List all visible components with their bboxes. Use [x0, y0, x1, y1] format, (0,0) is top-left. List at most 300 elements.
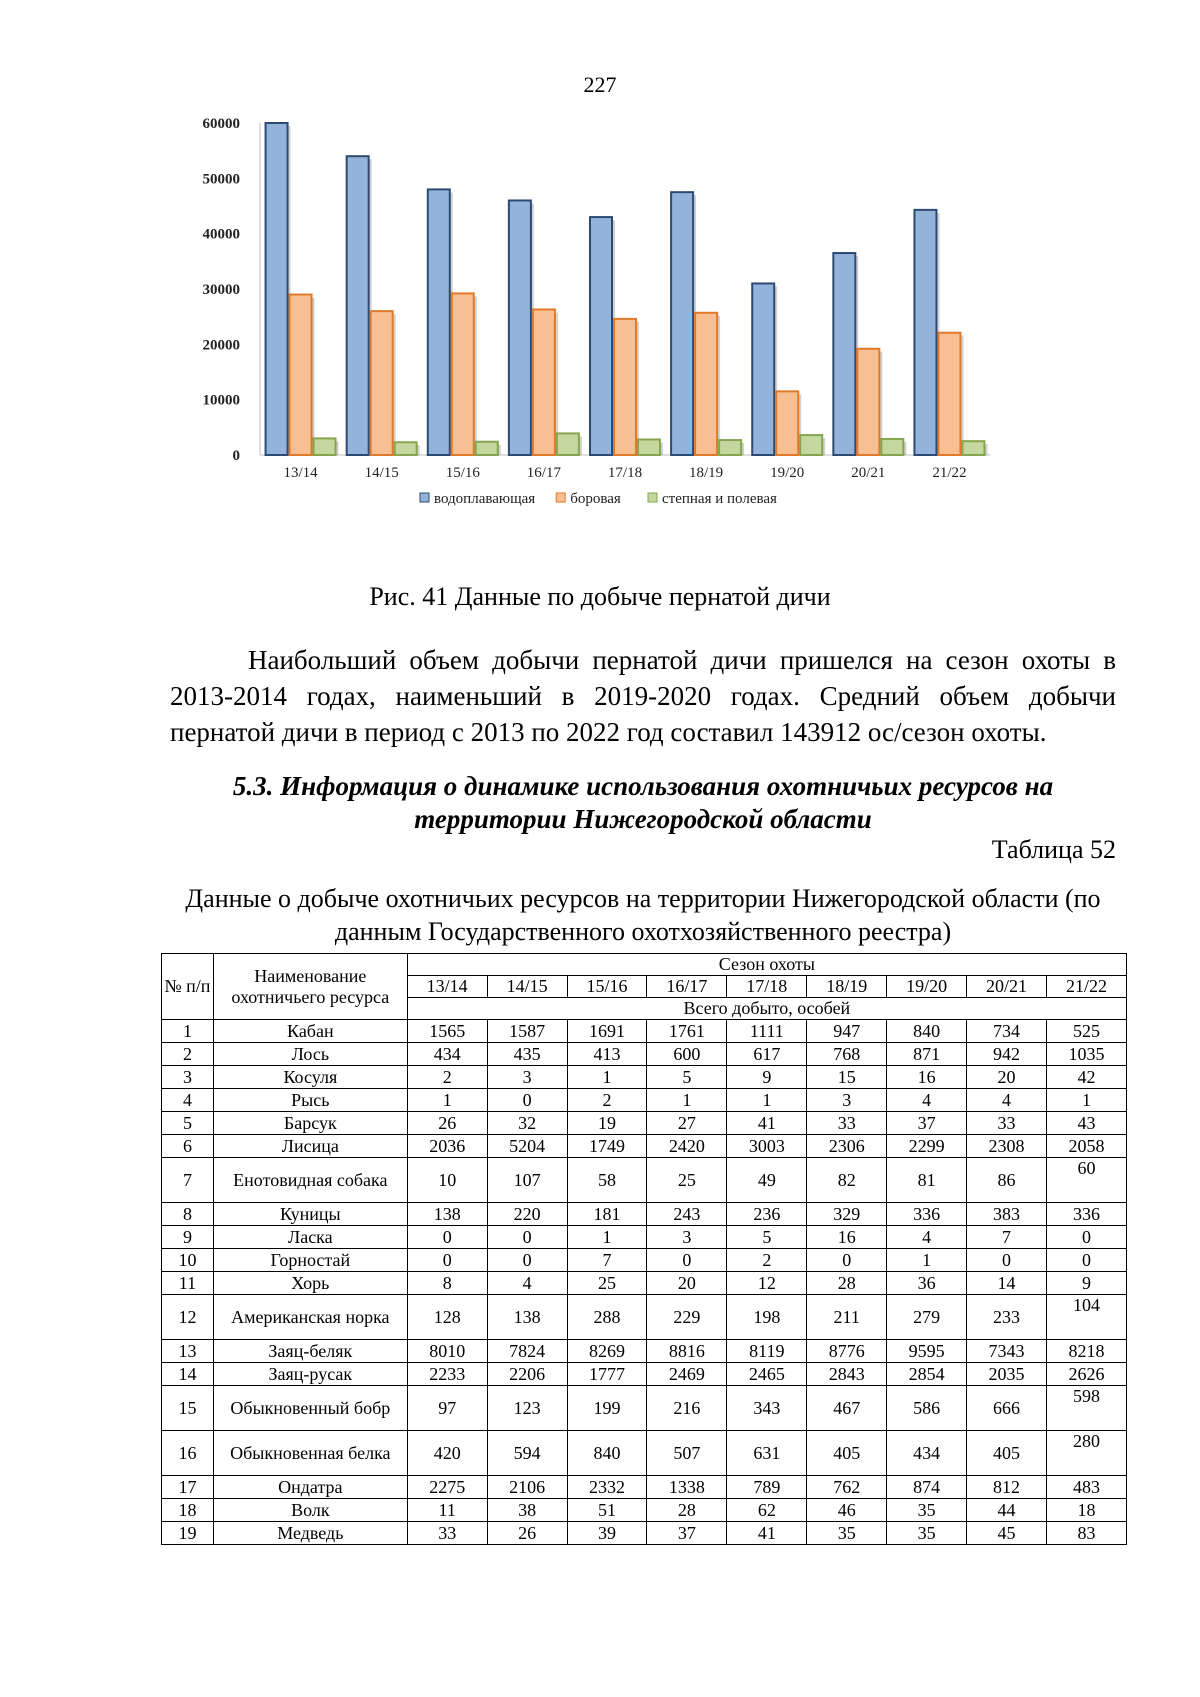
- bar: [719, 440, 741, 455]
- harvest-value: 49: [727, 1158, 807, 1203]
- resource-name: Енотовидная собака: [213, 1158, 407, 1203]
- harvest-value: 8218: [1046, 1340, 1126, 1363]
- row-number: 6: [162, 1135, 214, 1158]
- table-row: [162, 1363, 1127, 1386]
- harvest-value: 280: [1046, 1431, 1126, 1476]
- harvest-value: 8776: [807, 1340, 887, 1363]
- harvest-value: 216: [647, 1386, 727, 1431]
- harvest-value: 45: [967, 1522, 1047, 1545]
- row-number: 9: [162, 1226, 214, 1249]
- harvest-value: 2854: [887, 1363, 967, 1386]
- bar: [800, 435, 822, 455]
- resource-name: Рысь: [213, 1089, 407, 1112]
- legend-label: водоплавающая: [434, 491, 536, 507]
- season-col-header: 16/17: [647, 976, 727, 998]
- harvest-value: 598: [1046, 1386, 1126, 1431]
- resource-name: Лисица: [213, 1135, 407, 1158]
- harvest-value: 2626: [1046, 1363, 1126, 1386]
- harvest-value: 525: [1046, 1020, 1126, 1043]
- harvest-value: 288: [567, 1295, 647, 1340]
- y-tick-label: 10000: [202, 392, 240, 409]
- harvest-value: 2332: [567, 1476, 647, 1499]
- harvest-value: 0: [407, 1249, 487, 1272]
- row-number: 19: [162, 1522, 214, 1545]
- col-name-header: Наименование охотничьего ресурса: [213, 954, 407, 1020]
- harvest-value: 336: [887, 1203, 967, 1226]
- harvest-value: 1338: [647, 1476, 727, 1499]
- resource-name: Куницы: [213, 1203, 407, 1226]
- harvest-value: 734: [967, 1020, 1047, 1043]
- harvest-value: 229: [647, 1295, 727, 1340]
- harvest-value: 586: [887, 1386, 967, 1431]
- harvest-value: 594: [487, 1431, 567, 1476]
- row-number: 1: [162, 1020, 214, 1043]
- bar: [395, 442, 417, 455]
- row-number: 10: [162, 1249, 214, 1272]
- harvest-value: 2843: [807, 1363, 887, 1386]
- harvest-value: 128: [407, 1295, 487, 1340]
- table-row: [162, 1226, 1127, 1249]
- season-col-header: 15/16: [567, 976, 647, 998]
- x-tick-label: 20/21: [851, 465, 886, 481]
- bar-chart: [200, 118, 1090, 568]
- bar: [557, 433, 579, 455]
- harvest-value: 8010: [407, 1340, 487, 1363]
- harvest-value: 405: [807, 1431, 887, 1476]
- harvest-value: 4: [887, 1089, 967, 1112]
- harvest-value: 36: [887, 1272, 967, 1295]
- table-row: [162, 1020, 1127, 1043]
- bar-chart-svg: [200, 118, 1090, 568]
- harvest-value: 840: [567, 1431, 647, 1476]
- harvest-value: 35: [887, 1499, 967, 1522]
- table-row: [162, 1043, 1127, 1066]
- harvest-value: 33: [407, 1522, 487, 1545]
- harvest-value: 2: [727, 1249, 807, 1272]
- row-number: 15: [162, 1386, 214, 1431]
- bar: [428, 189, 450, 455]
- harvest-value: 9595: [887, 1340, 967, 1363]
- resource-name: Хорь: [213, 1272, 407, 1295]
- harvest-value: 138: [407, 1203, 487, 1226]
- harvest-value: 1035: [1046, 1043, 1126, 1066]
- harvest-value: 0: [487, 1089, 567, 1112]
- harvest-value: 5: [727, 1226, 807, 1249]
- row-number: 16: [162, 1431, 214, 1476]
- harvest-value: 2058: [1046, 1135, 1126, 1158]
- table-row: [162, 1089, 1127, 1112]
- harvest-value: 37: [887, 1112, 967, 1135]
- y-tick-label: 50000: [202, 171, 240, 188]
- bar: [638, 440, 660, 455]
- bar: [509, 200, 531, 455]
- harvest-value: 104: [1046, 1295, 1126, 1340]
- row-number: 18: [162, 1499, 214, 1522]
- table-row: [162, 1066, 1127, 1089]
- harvest-value: 236: [727, 1203, 807, 1226]
- harvest-value: 199: [567, 1386, 647, 1431]
- harvest-value: 0: [967, 1249, 1047, 1272]
- harvest-value: 507: [647, 1431, 727, 1476]
- harvest-value: 3: [647, 1226, 727, 1249]
- harvest-value: 26: [487, 1522, 567, 1545]
- y-tick-label: 30000: [202, 282, 240, 298]
- resource-name: Американская норка: [213, 1295, 407, 1340]
- harvest-value: 343: [727, 1386, 807, 1431]
- harvest-value: 43: [1046, 1112, 1126, 1135]
- resource-name: Ласка: [213, 1226, 407, 1249]
- harvest-value: 0: [407, 1226, 487, 1249]
- legend-swatch: [648, 493, 657, 502]
- harvest-value: 1587: [487, 1020, 567, 1043]
- harvest-value: 336: [1046, 1203, 1126, 1226]
- table-row: [162, 1431, 1127, 1476]
- bar: [290, 295, 312, 455]
- y-tick-label: 40000: [202, 226, 240, 243]
- bar: [590, 217, 612, 455]
- bar: [614, 319, 636, 455]
- harvest-value: 18: [1046, 1499, 1126, 1522]
- table-row: [162, 1249, 1127, 1272]
- harvest-value: 220: [487, 1203, 567, 1226]
- harvest-value: 434: [407, 1043, 487, 1066]
- harvest-value: 9: [727, 1066, 807, 1089]
- harvest-value: 1761: [647, 1020, 727, 1043]
- harvest-value: 233: [967, 1295, 1047, 1340]
- harvest-value: 25: [567, 1272, 647, 1295]
- harvest-value: 7: [967, 1226, 1047, 1249]
- row-number: 14: [162, 1363, 214, 1386]
- harvest-value: 3: [487, 1066, 567, 1089]
- harvest-value: 2420: [647, 1135, 727, 1158]
- bar: [914, 210, 936, 455]
- table-row: [162, 1522, 1127, 1545]
- harvest-value: 37: [647, 1522, 727, 1545]
- harvest-value: 2036: [407, 1135, 487, 1158]
- harvest-value: 1: [1046, 1089, 1126, 1112]
- bar: [752, 283, 774, 455]
- harvest-value: 2306: [807, 1135, 887, 1158]
- harvest-value: 8: [407, 1272, 487, 1295]
- harvest-value: 383: [967, 1203, 1047, 1226]
- harvest-value: 25: [647, 1158, 727, 1203]
- harvest-value: 434: [887, 1431, 967, 1476]
- bar: [962, 441, 984, 455]
- bar: [314, 438, 336, 455]
- table-row: [162, 1499, 1127, 1522]
- harvest-value: 20: [647, 1272, 727, 1295]
- table-row: [162, 1476, 1127, 1499]
- harvest-value: 33: [967, 1112, 1047, 1135]
- table-caption: Данные о добыче охотничьих ресурсов на территории Нижегородской области (по данным Государственного охотхозяйственного реестра): [185, 884, 1101, 946]
- harvest-value: 7824: [487, 1340, 567, 1363]
- resource-name: Барсук: [213, 1112, 407, 1135]
- harvest-value: 42: [1046, 1066, 1126, 1089]
- x-tick-label: 19/20: [770, 465, 805, 481]
- x-tick-label: 13/14: [283, 465, 318, 481]
- harvest-value: 16: [887, 1066, 967, 1089]
- section-title: 5.3. Информация о динамике использования охотничьих ресурсов на территории Нижегородской области: [232, 771, 1054, 834]
- harvest-value: 1: [887, 1249, 967, 1272]
- season-col-header: 17/18: [727, 976, 807, 998]
- resource-name: Заяц-русак: [213, 1363, 407, 1386]
- x-tick-label: 18/19: [689, 465, 724, 481]
- harvest-value: 123: [487, 1386, 567, 1431]
- harvest-value: 279: [887, 1295, 967, 1340]
- harvest-value: 107: [487, 1158, 567, 1203]
- harvest-value: 413: [567, 1043, 647, 1066]
- harvest-value: 840: [887, 1020, 967, 1043]
- harvest-value: 51: [567, 1499, 647, 1522]
- harvest-value: 86: [967, 1158, 1047, 1203]
- harvest-value: 768: [807, 1043, 887, 1066]
- legend-label: боровая: [570, 491, 621, 507]
- harvest-value: 16: [807, 1226, 887, 1249]
- table-row: [162, 1340, 1127, 1363]
- row-number: 11: [162, 1272, 214, 1295]
- resource-name: Кабан: [213, 1020, 407, 1043]
- harvest-value: 0: [487, 1226, 567, 1249]
- harvest-value: 81: [887, 1158, 967, 1203]
- harvest-value: 19: [567, 1112, 647, 1135]
- row-number: 3: [162, 1066, 214, 1089]
- row-number: 5: [162, 1112, 214, 1135]
- harvest-value: 405: [967, 1431, 1047, 1476]
- row-number: 2: [162, 1043, 214, 1066]
- harvest-value: 942: [967, 1043, 1047, 1066]
- harvest-value: 947: [807, 1020, 887, 1043]
- table-row: [162, 1386, 1127, 1431]
- harvest-value: 10: [407, 1158, 487, 1203]
- harvest-value: 58: [567, 1158, 647, 1203]
- bar: [857, 349, 879, 455]
- harvest-value: 2206: [487, 1363, 567, 1386]
- harvest-value: 2106: [487, 1476, 567, 1499]
- harvest-value: 812: [967, 1476, 1047, 1499]
- harvest-value: 5204: [487, 1135, 567, 1158]
- harvest-value: 8119: [727, 1340, 807, 1363]
- harvest-value: 46: [807, 1499, 887, 1522]
- bar: [452, 293, 474, 455]
- table-body: [162, 1020, 1127, 1545]
- y-tick-label: 0: [232, 448, 240, 464]
- harvest-value: 1: [567, 1066, 647, 1089]
- season-header: Сезон охоты: [407, 954, 1126, 976]
- resource-name: Медведь: [213, 1522, 407, 1545]
- y-tick-label: 20000: [202, 337, 240, 354]
- harvest-value: 0: [487, 1249, 567, 1272]
- harvest-value: 14: [967, 1272, 1047, 1295]
- harvest-value: 2308: [967, 1135, 1047, 1158]
- bar: [533, 309, 555, 455]
- table-row: [162, 1158, 1127, 1203]
- page-number: 227: [583, 72, 617, 97]
- season-col-header: 19/20: [887, 976, 967, 998]
- season-col-header: 14/15: [487, 976, 567, 998]
- table-row: [162, 1203, 1127, 1226]
- harvest-value: 600: [647, 1043, 727, 1066]
- season-col-header: 20/21: [967, 976, 1047, 998]
- harvest-value: 44: [967, 1499, 1047, 1522]
- resource-name: Заяц-беляк: [213, 1340, 407, 1363]
- harvest-value: 467: [807, 1386, 887, 1431]
- harvest-value: 9: [1046, 1272, 1126, 1295]
- harvest-value: 35: [807, 1522, 887, 1545]
- bar: [881, 439, 903, 455]
- legend-label: степная и полевая: [662, 491, 777, 507]
- harvest-value: 12: [727, 1272, 807, 1295]
- row-number: 17: [162, 1476, 214, 1499]
- col-num-header: № п/п: [162, 954, 214, 1020]
- body-paragraph: Наибольший объем добычи пернатой дичи пришелся на сезон охоты в 2013-2014 годах, наименьший в 2019-2020 годах. Средний объем добычи пернатой дичи в период с 2013 по 2022 год составил 143912 ос/сезон охоты.: [170, 645, 1116, 747]
- harvest-value: 7343: [967, 1340, 1047, 1363]
- harvest-value: 39: [567, 1522, 647, 1545]
- harvest-value: 181: [567, 1203, 647, 1226]
- resource-name: Обыкновенная белка: [213, 1431, 407, 1476]
- harvest-value: 8816: [647, 1340, 727, 1363]
- harvest-value: 762: [807, 1476, 887, 1499]
- resource-name: Ондатра: [213, 1476, 407, 1499]
- y-tick-label: 60000: [202, 118, 240, 132]
- harvest-value: 198: [727, 1295, 807, 1340]
- harvest-value: 871: [887, 1043, 967, 1066]
- row-number: 4: [162, 1089, 214, 1112]
- legend-swatch: [556, 493, 565, 502]
- season-col-header: 18/19: [807, 976, 887, 998]
- table-row: [162, 1272, 1127, 1295]
- harvest-value: 38: [487, 1499, 567, 1522]
- harvest-value: 83: [1046, 1522, 1126, 1545]
- harvest-value: 329: [807, 1203, 887, 1226]
- harvest-value: 62: [727, 1499, 807, 1522]
- harvest-value: 15: [807, 1066, 887, 1089]
- harvest-value: 617: [727, 1043, 807, 1066]
- bar: [266, 123, 288, 455]
- harvest-value: 1749: [567, 1135, 647, 1158]
- harvest-value: 32: [487, 1112, 567, 1135]
- harvest-value: 483: [1046, 1476, 1126, 1499]
- row-number: 8: [162, 1203, 214, 1226]
- resource-name: Косуля: [213, 1066, 407, 1089]
- harvest-value: 631: [727, 1431, 807, 1476]
- table-row: [162, 1295, 1127, 1340]
- x-tick-label: 16/17: [526, 465, 561, 481]
- harvest-value: 0: [1046, 1226, 1126, 1249]
- harvest-value: 3: [807, 1089, 887, 1112]
- harvest-value: 60: [1046, 1158, 1126, 1203]
- harvest-value: 1691: [567, 1020, 647, 1043]
- harvest-value: 33: [807, 1112, 887, 1135]
- harvest-value: 243: [647, 1203, 727, 1226]
- harvest-value: 1: [407, 1089, 487, 1112]
- harvest-value: 4: [887, 1226, 967, 1249]
- harvest-table: [161, 953, 1127, 1545]
- x-tick-label: 21/22: [932, 465, 967, 481]
- bar: [347, 156, 369, 455]
- bar: [833, 253, 855, 455]
- harvest-value: 138: [487, 1295, 567, 1340]
- harvest-value: 41: [727, 1112, 807, 1135]
- harvest-value: 435: [487, 1043, 567, 1066]
- harvest-value: 1: [567, 1226, 647, 1249]
- harvest-value: 3003: [727, 1135, 807, 1158]
- harvest-value: 1565: [407, 1020, 487, 1043]
- bar: [776, 391, 798, 455]
- resource-name: Лось: [213, 1043, 407, 1066]
- figure-caption: Рис. 41 Данные по добыче пернатой дичи: [369, 582, 831, 611]
- harvest-value: 1777: [567, 1363, 647, 1386]
- harvest-value: 27: [647, 1112, 727, 1135]
- harvest-value: 4: [967, 1089, 1047, 1112]
- season-col-header: 21/22: [1046, 976, 1126, 998]
- harvest-value: 2: [407, 1066, 487, 1089]
- harvest-value: 0: [1046, 1249, 1126, 1272]
- harvest-value: 2: [567, 1089, 647, 1112]
- subheader: Всего добыто, особей: [407, 998, 1126, 1020]
- resource-name: Волк: [213, 1499, 407, 1522]
- harvest-value: 8269: [567, 1340, 647, 1363]
- harvest-value: 874: [887, 1476, 967, 1499]
- harvest-value: 28: [647, 1499, 727, 1522]
- harvest-value: 41: [727, 1522, 807, 1545]
- harvest-value: 1111: [727, 1020, 807, 1043]
- harvest-value: 7: [567, 1249, 647, 1272]
- table-row: [162, 1112, 1127, 1135]
- harvest-value: 789: [727, 1476, 807, 1499]
- harvest-value: 1: [647, 1089, 727, 1112]
- season-col-header: 13/14: [407, 976, 487, 998]
- harvest-value: 20: [967, 1066, 1047, 1089]
- legend-swatch: [420, 493, 429, 502]
- bar: [938, 333, 960, 455]
- row-number: 13: [162, 1340, 214, 1363]
- harvest-value: 28: [807, 1272, 887, 1295]
- table-label: Таблица 52: [991, 835, 1116, 864]
- harvest-value: 0: [807, 1249, 887, 1272]
- resource-name: Горностай: [213, 1249, 407, 1272]
- row-number: 12: [162, 1295, 214, 1340]
- x-tick-label: 17/18: [607, 465, 643, 481]
- harvest-value: 82: [807, 1158, 887, 1203]
- bar: [671, 192, 693, 455]
- harvest-value: 2035: [967, 1363, 1047, 1386]
- harvest-value: 5: [647, 1066, 727, 1089]
- harvest-value: 11: [407, 1499, 487, 1522]
- harvest-value: 35: [887, 1522, 967, 1545]
- harvest-value: 4: [487, 1272, 567, 1295]
- harvest-value: 2299: [887, 1135, 967, 1158]
- harvest-value: 26: [407, 1112, 487, 1135]
- resource-name: Обыкновенный бобр: [213, 1386, 407, 1431]
- harvest-value: 2465: [727, 1363, 807, 1386]
- harvest-value: 2275: [407, 1476, 487, 1499]
- x-tick-label: 15/16: [445, 465, 480, 481]
- table-row: [162, 1135, 1127, 1158]
- harvest-value: 1: [727, 1089, 807, 1112]
- harvest-value: 420: [407, 1431, 487, 1476]
- harvest-value: 2233: [407, 1363, 487, 1386]
- bar: [371, 311, 393, 455]
- x-tick-label: 14/15: [364, 465, 399, 481]
- bar: [695, 313, 717, 455]
- harvest-value: 0: [647, 1249, 727, 1272]
- bar: [476, 442, 498, 455]
- harvest-value: 666: [967, 1386, 1047, 1431]
- harvest-value: 97: [407, 1386, 487, 1431]
- harvest-value: 2469: [647, 1363, 727, 1386]
- harvest-value: 211: [807, 1295, 887, 1340]
- row-number: 7: [162, 1158, 214, 1203]
